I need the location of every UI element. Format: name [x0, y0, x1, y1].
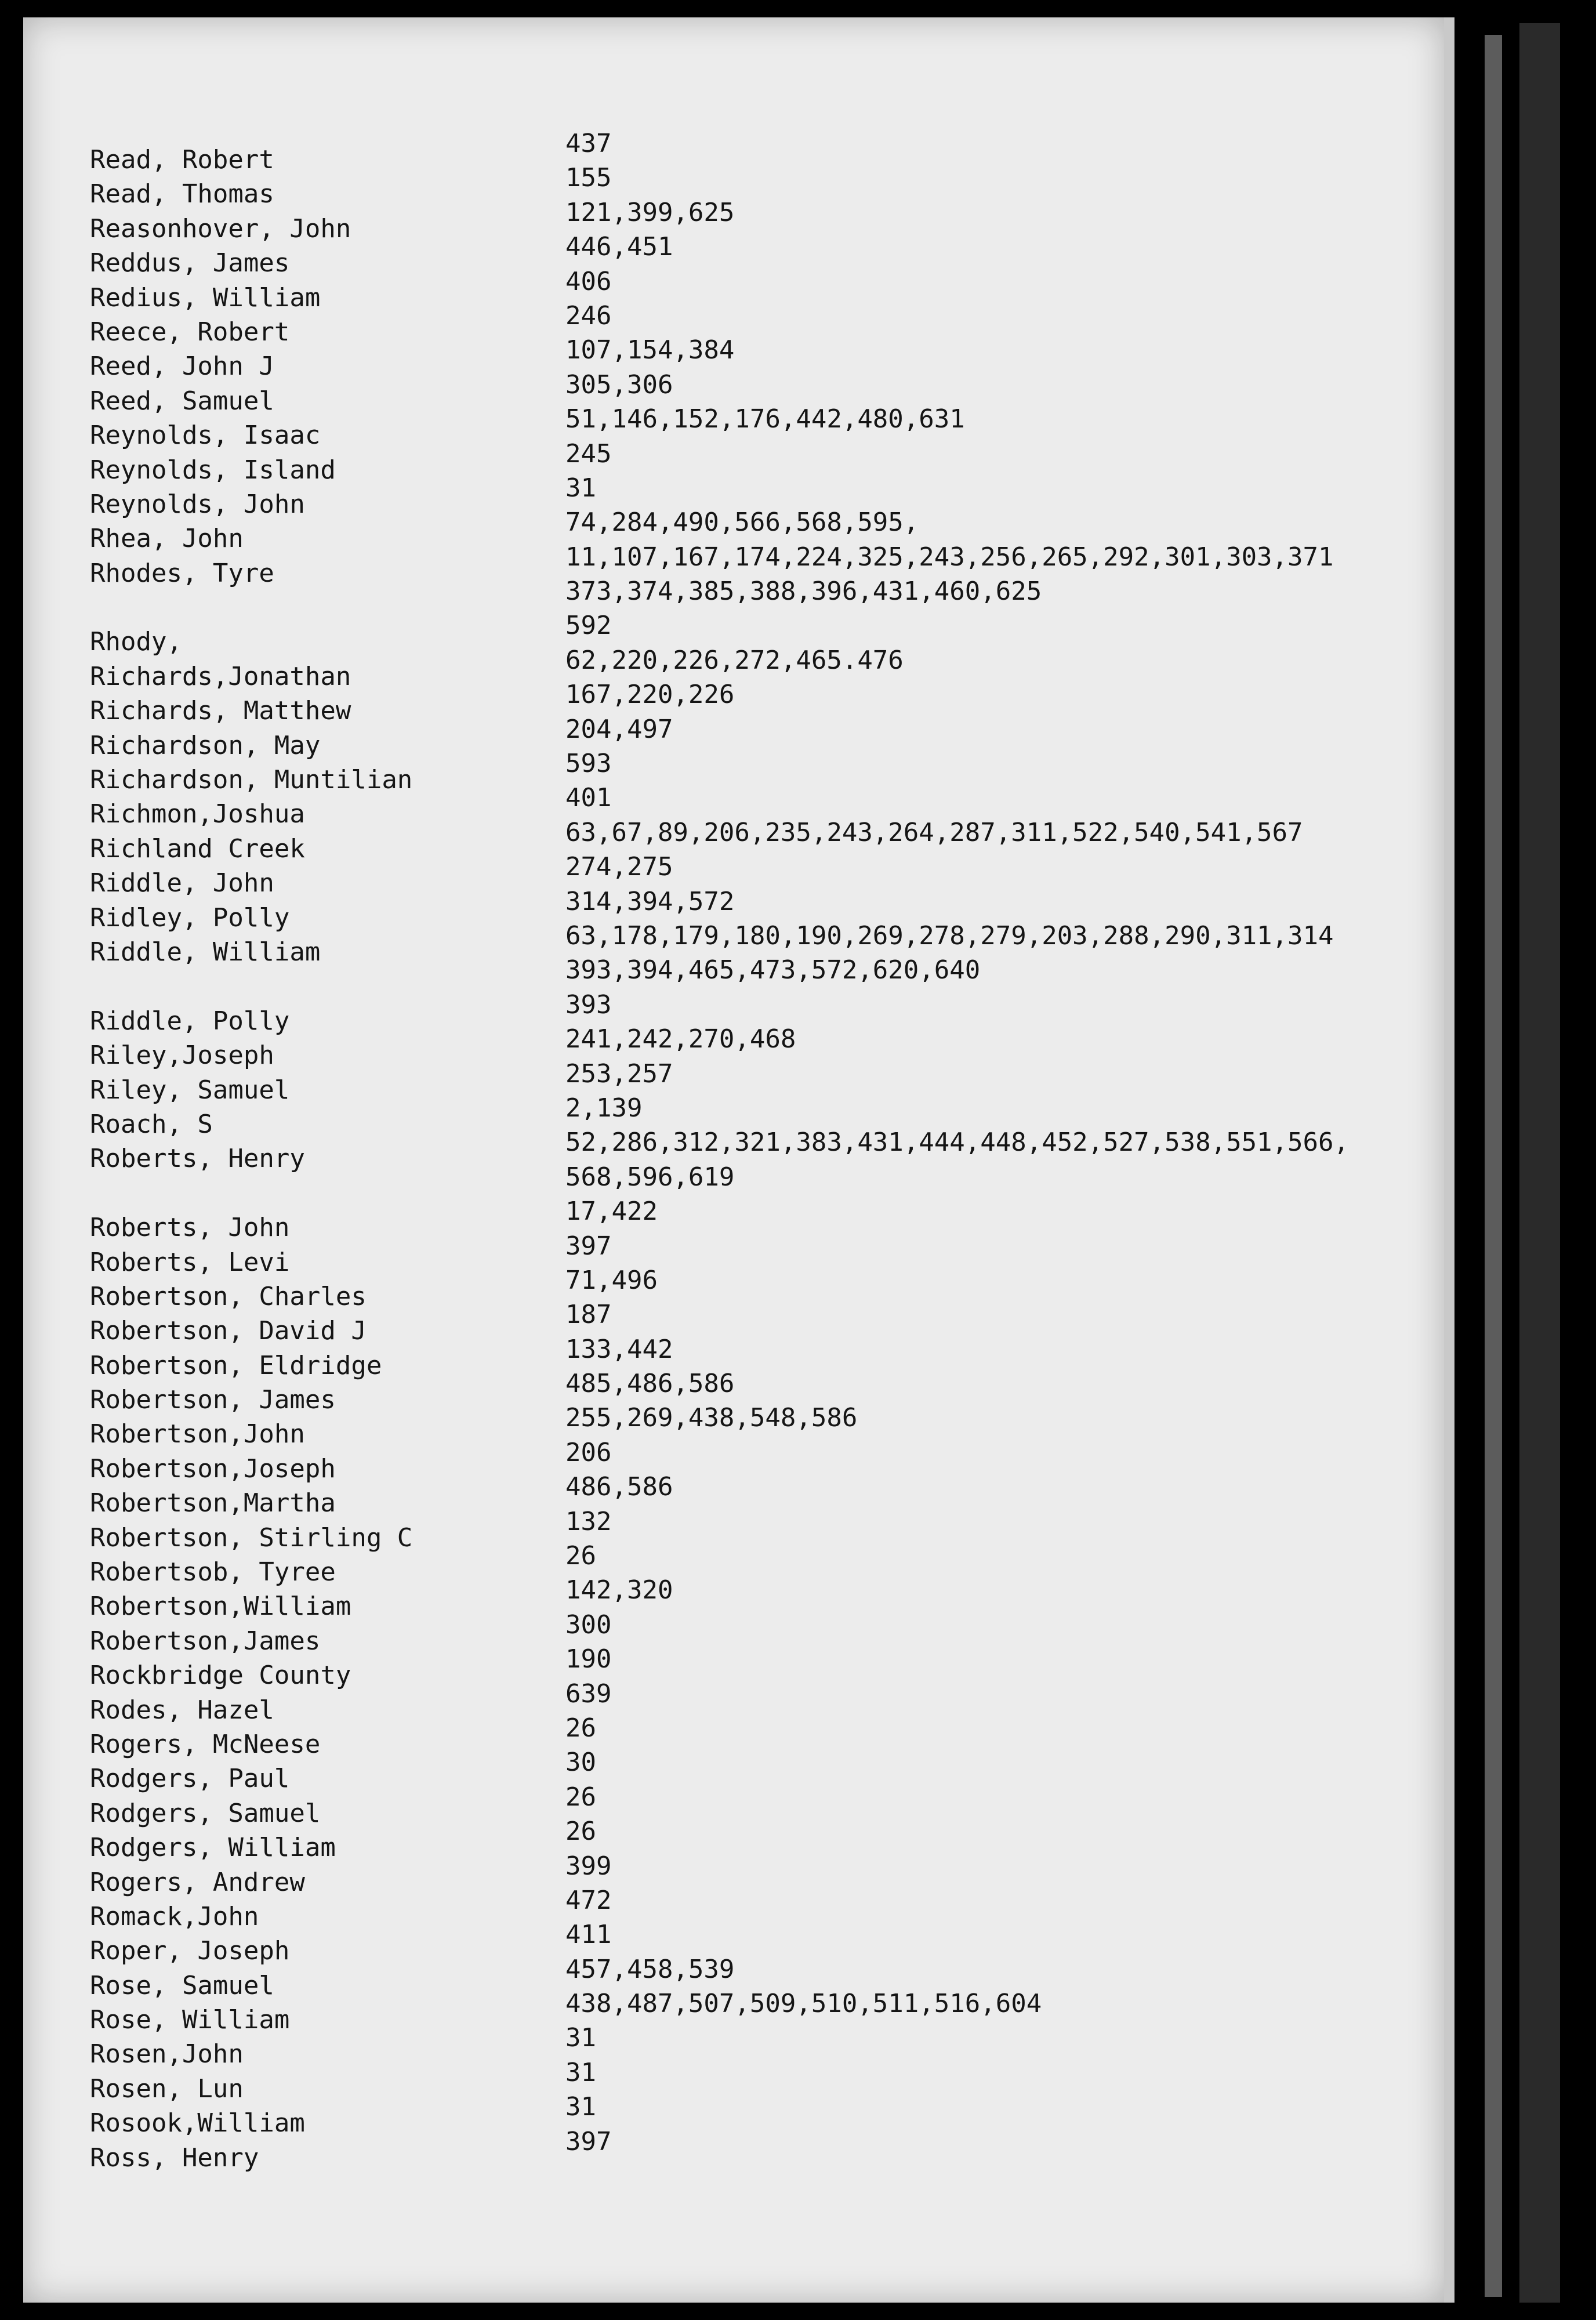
- index-entry: [90, 749, 1424, 799]
- index-entry: [90, 680, 1424, 730]
- index-entry: [90, 955, 1424, 1006]
- entry-name: Rodgers, Samuel: [90, 1798, 321, 1828]
- index-entry: [90, 1300, 1424, 1350]
- entry-name: Ross, Henry: [90, 2143, 259, 2173]
- entry-name: Riddle, Polly: [90, 1006, 290, 1036]
- index-entry: [90, 2057, 1424, 2108]
- entry-name: Robertson,James: [90, 1626, 321, 1656]
- entry-pages: 52,286,312,321,383,431,444,448,452,527,538,551,566,: [565, 1128, 1350, 1158]
- index-entry: [90, 1782, 1424, 1833]
- entry-pages: 406: [565, 266, 612, 296]
- entry-pages: 71,496: [565, 1265, 658, 1295]
- entry-pages: 457,458,539: [565, 1954, 735, 1984]
- index-entry: [90, 335, 1424, 386]
- index-entry: [90, 1128, 1424, 1178]
- entry-pages: 51,146,152,176,442,480,631: [565, 404, 965, 434]
- entry-pages: 121,399,625: [565, 197, 735, 227]
- index-entry: [90, 404, 1424, 455]
- entry-name: Reynolds, Island: [90, 455, 336, 485]
- entry-pages: 241,242,270,468: [565, 1024, 796, 1054]
- entry-name: Rodgers, William: [90, 1833, 336, 1863]
- entry-name: Reddus, James: [90, 248, 290, 278]
- entry-name: Read, Thomas: [90, 179, 274, 209]
- entry-name: Rodgers, Paul: [90, 1764, 290, 1794]
- index-entry: [90, 129, 1424, 179]
- index-entry: [90, 1437, 1424, 1488]
- entry-name: Roberts, Levi: [90, 1247, 290, 1277]
- entry-name: Riley,Joseph: [90, 1041, 274, 1071]
- entry-pages: 26: [565, 1782, 596, 1812]
- index-entry: [90, 1679, 1424, 1730]
- entry-pages: 373,374,385,388,396,431,460,625: [565, 577, 1042, 607]
- index-entry: [90, 1817, 1424, 1867]
- entry-pages: 204,497: [565, 714, 673, 744]
- index-entry: [90, 1920, 1424, 1970]
- index-entry: [90, 1024, 1424, 1075]
- index-entry: [90, 1644, 1424, 1695]
- entry-name: Robertson, David J: [90, 1316, 367, 1346]
- index-entry: [90, 1851, 1424, 1902]
- entry-pages: 31: [565, 2023, 596, 2053]
- entry-name: Rose, Samuel: [90, 1970, 274, 2000]
- index-entry: [90, 1713, 1424, 1764]
- entry-name: Robertson, Charles: [90, 1281, 367, 1311]
- entry-name: Riley, Samuel: [90, 1075, 290, 1105]
- entry-name: Robertson,Martha: [90, 1488, 336, 1518]
- entry-pages: 30: [565, 1748, 596, 1778]
- entry-pages: 253,257: [565, 1058, 673, 1089]
- entry-pages: 245: [565, 438, 612, 469]
- entry-pages: 246: [565, 300, 612, 331]
- entry-name: Rodes, Hazel: [90, 1695, 274, 1725]
- entry-name: Rockbridge County: [90, 1661, 351, 1691]
- entry-name: Ridley, Polly: [90, 902, 290, 933]
- entry-pages: 2,139: [565, 1093, 643, 1123]
- index-entry: [90, 852, 1424, 902]
- entry-name: Rhea, John: [90, 524, 244, 554]
- entry-name: Reed, Samuel: [90, 386, 274, 416]
- book-spine: [1519, 23, 1560, 2303]
- index-entry: [90, 817, 1424, 868]
- entry-name: Roach, S: [90, 1109, 213, 1139]
- index-entry: [90, 1403, 1424, 1453]
- entry-pages: 639: [565, 1679, 612, 1709]
- index-entry: [90, 714, 1424, 765]
- entry-name: Roberts, Henry: [90, 1144, 305, 1174]
- entry-pages: 167,220,226: [565, 680, 735, 710]
- entry-name: Rogers, Andrew: [90, 1867, 305, 1897]
- index-entry: [90, 1197, 1424, 1247]
- entry-pages: 31: [565, 473, 596, 503]
- entry-pages: 397: [565, 2126, 612, 2156]
- entry-pages: 187: [565, 1300, 612, 1330]
- entry-name: Richards,Jonathan: [90, 661, 351, 691]
- entry-pages: 62,220,226,272,465.476: [565, 645, 904, 675]
- entry-pages: 63,67,89,206,235,243,264,287,311,522,540,541,567: [565, 817, 1303, 847]
- index-entry: [90, 2126, 1424, 2177]
- entry-pages: 26: [565, 1817, 596, 1847]
- entry-name: Robertsob, Tyree: [90, 1557, 336, 1587]
- entry-pages: 314,394,572: [565, 886, 735, 916]
- entry-pages: 155: [565, 163, 612, 193]
- entry-pages: 26: [565, 1541, 596, 1571]
- entry-pages: 26: [565, 1713, 596, 1743]
- entry-pages: 411: [565, 1920, 612, 1950]
- entry-name: Rogers, McNeese: [90, 1729, 321, 1759]
- entry-name: Robertson, James: [90, 1385, 336, 1415]
- index-entry: [90, 232, 1424, 282]
- index-entry: [90, 163, 1424, 213]
- entry-name: Robertson,William: [90, 1592, 351, 1622]
- entry-pages: 446,451: [565, 232, 673, 262]
- entry-name: Rhody,: [90, 627, 182, 657]
- entry-pages: 31: [565, 2057, 596, 2087]
- entry-pages: 17,422: [565, 1197, 658, 1227]
- index-entry: [90, 1162, 1424, 1213]
- entry-name: Richards, Matthew: [90, 696, 351, 726]
- entry-name: Romack,John: [90, 1901, 259, 1931]
- entry-name: Roper, Joseph: [90, 1936, 290, 1966]
- index-entry: [90, 438, 1424, 490]
- entry-name: Robertson,John: [90, 1419, 305, 1449]
- entry-name: Robertson, Eldridge: [90, 1350, 382, 1380]
- entry-name: Richmon,Joshua: [90, 799, 305, 829]
- index-entry: [90, 2023, 1424, 2074]
- entry-name: Reynolds, Isaac: [90, 420, 321, 451]
- entry-pages: 399: [565, 1851, 612, 1881]
- index-entry: [90, 1541, 1424, 1592]
- index-entry: [90, 300, 1424, 351]
- entry-name: Reed, John J: [90, 351, 274, 382]
- entry-name: Redius, William: [90, 282, 321, 313]
- index-entry: [90, 1748, 1424, 1798]
- entry-name: Robertson, Stirling C: [90, 1522, 413, 1553]
- entry-name: Rosen, Lun: [90, 2074, 244, 2104]
- entry-pages: 133,442: [565, 1334, 673, 1364]
- entry-name: Read, Robert: [90, 145, 274, 175]
- entry-name: Rose, William: [90, 2005, 290, 2035]
- entry-pages: 255,269,438,548,586: [565, 1403, 858, 1433]
- entry-pages: 274,275: [565, 852, 673, 882]
- entry-pages: 437: [565, 129, 612, 158]
- entry-name: Reece, Robert: [90, 317, 290, 347]
- index-entry: [90, 1989, 1424, 2039]
- entry-pages: 485,486,586: [565, 1369, 735, 1399]
- entry-pages: 593: [565, 749, 612, 779]
- entry-pages: 568,596,619: [565, 1162, 735, 1192]
- index-entry: [90, 577, 1424, 627]
- entry-pages: 401: [565, 783, 612, 813]
- index-entry: [90, 1506, 1424, 1557]
- entry-pages: 438,487,507,509,510,511,516,604: [565, 1989, 1042, 2019]
- entry-pages: 300: [565, 1610, 612, 1640]
- index-entry: [90, 1575, 1424, 1626]
- entry-name: Riddle, John: [90, 868, 274, 898]
- entry-name: Roberts, John: [90, 1213, 290, 1243]
- entry-name: Richland Creek: [90, 833, 305, 864]
- entry-pages: 107,154,384: [565, 335, 735, 365]
- index-entry: [90, 266, 1424, 317]
- entry-name: Rhodes, Tyre: [90, 558, 274, 588]
- index-entry: [90, 1334, 1424, 1385]
- entry-pages: 592: [565, 611, 612, 641]
- index-entry: [90, 2092, 1424, 2143]
- entry-name: Richardson, Muntilian: [90, 765, 413, 795]
- entry-pages: 393: [565, 989, 612, 1020]
- index-entry: [90, 1885, 1424, 1936]
- index-entry: [90, 197, 1424, 248]
- entry-pages: 206: [565, 1437, 612, 1467]
- entry-name: Richardson, May: [90, 730, 321, 760]
- entry-name: Reynolds, John: [90, 489, 305, 519]
- entry-pages: 63,178,179,180,190,269,278,279,203,288,290,311,314: [565, 920, 1334, 951]
- entry-name: Riddle, William: [90, 937, 321, 967]
- entry-name: Rosook,William: [90, 2108, 305, 2138]
- entry-pages: 190: [565, 1644, 612, 1674]
- entry-name: Rosen,John: [90, 2039, 244, 2069]
- index-entry: [90, 1265, 1424, 1316]
- entry-pages: 132: [565, 1506, 612, 1536]
- index-entry: [90, 1472, 1424, 1522]
- index-list: [90, 129, 1424, 2177]
- index-entry: [90, 1058, 1424, 1110]
- entry-pages: 31: [565, 2092, 596, 2122]
- index-entry: [90, 1231, 1424, 1282]
- index-entry: [90, 1610, 1424, 1661]
- entry-name: Robertson,Joseph: [90, 1453, 336, 1484]
- index-entry: [90, 645, 1424, 696]
- entry-pages: 397: [565, 1231, 612, 1261]
- entry-pages: 11,107,167,174,224,325,243,256,265,292,301,303,371: [565, 542, 1334, 572]
- entry-pages: 74,284,490,566,568,595,: [565, 507, 919, 538]
- entry-pages: 305,306: [565, 369, 673, 400]
- entry-pages: 472: [565, 1885, 612, 1915]
- entry-name: Reasonhover, John: [90, 213, 351, 244]
- book-edge: [1485, 35, 1502, 2297]
- entry-pages: 486,586: [565, 1472, 673, 1502]
- entry-pages: 393,394,465,473,572,620,640: [565, 955, 981, 985]
- entry-pages: 142,320: [565, 1575, 673, 1605]
